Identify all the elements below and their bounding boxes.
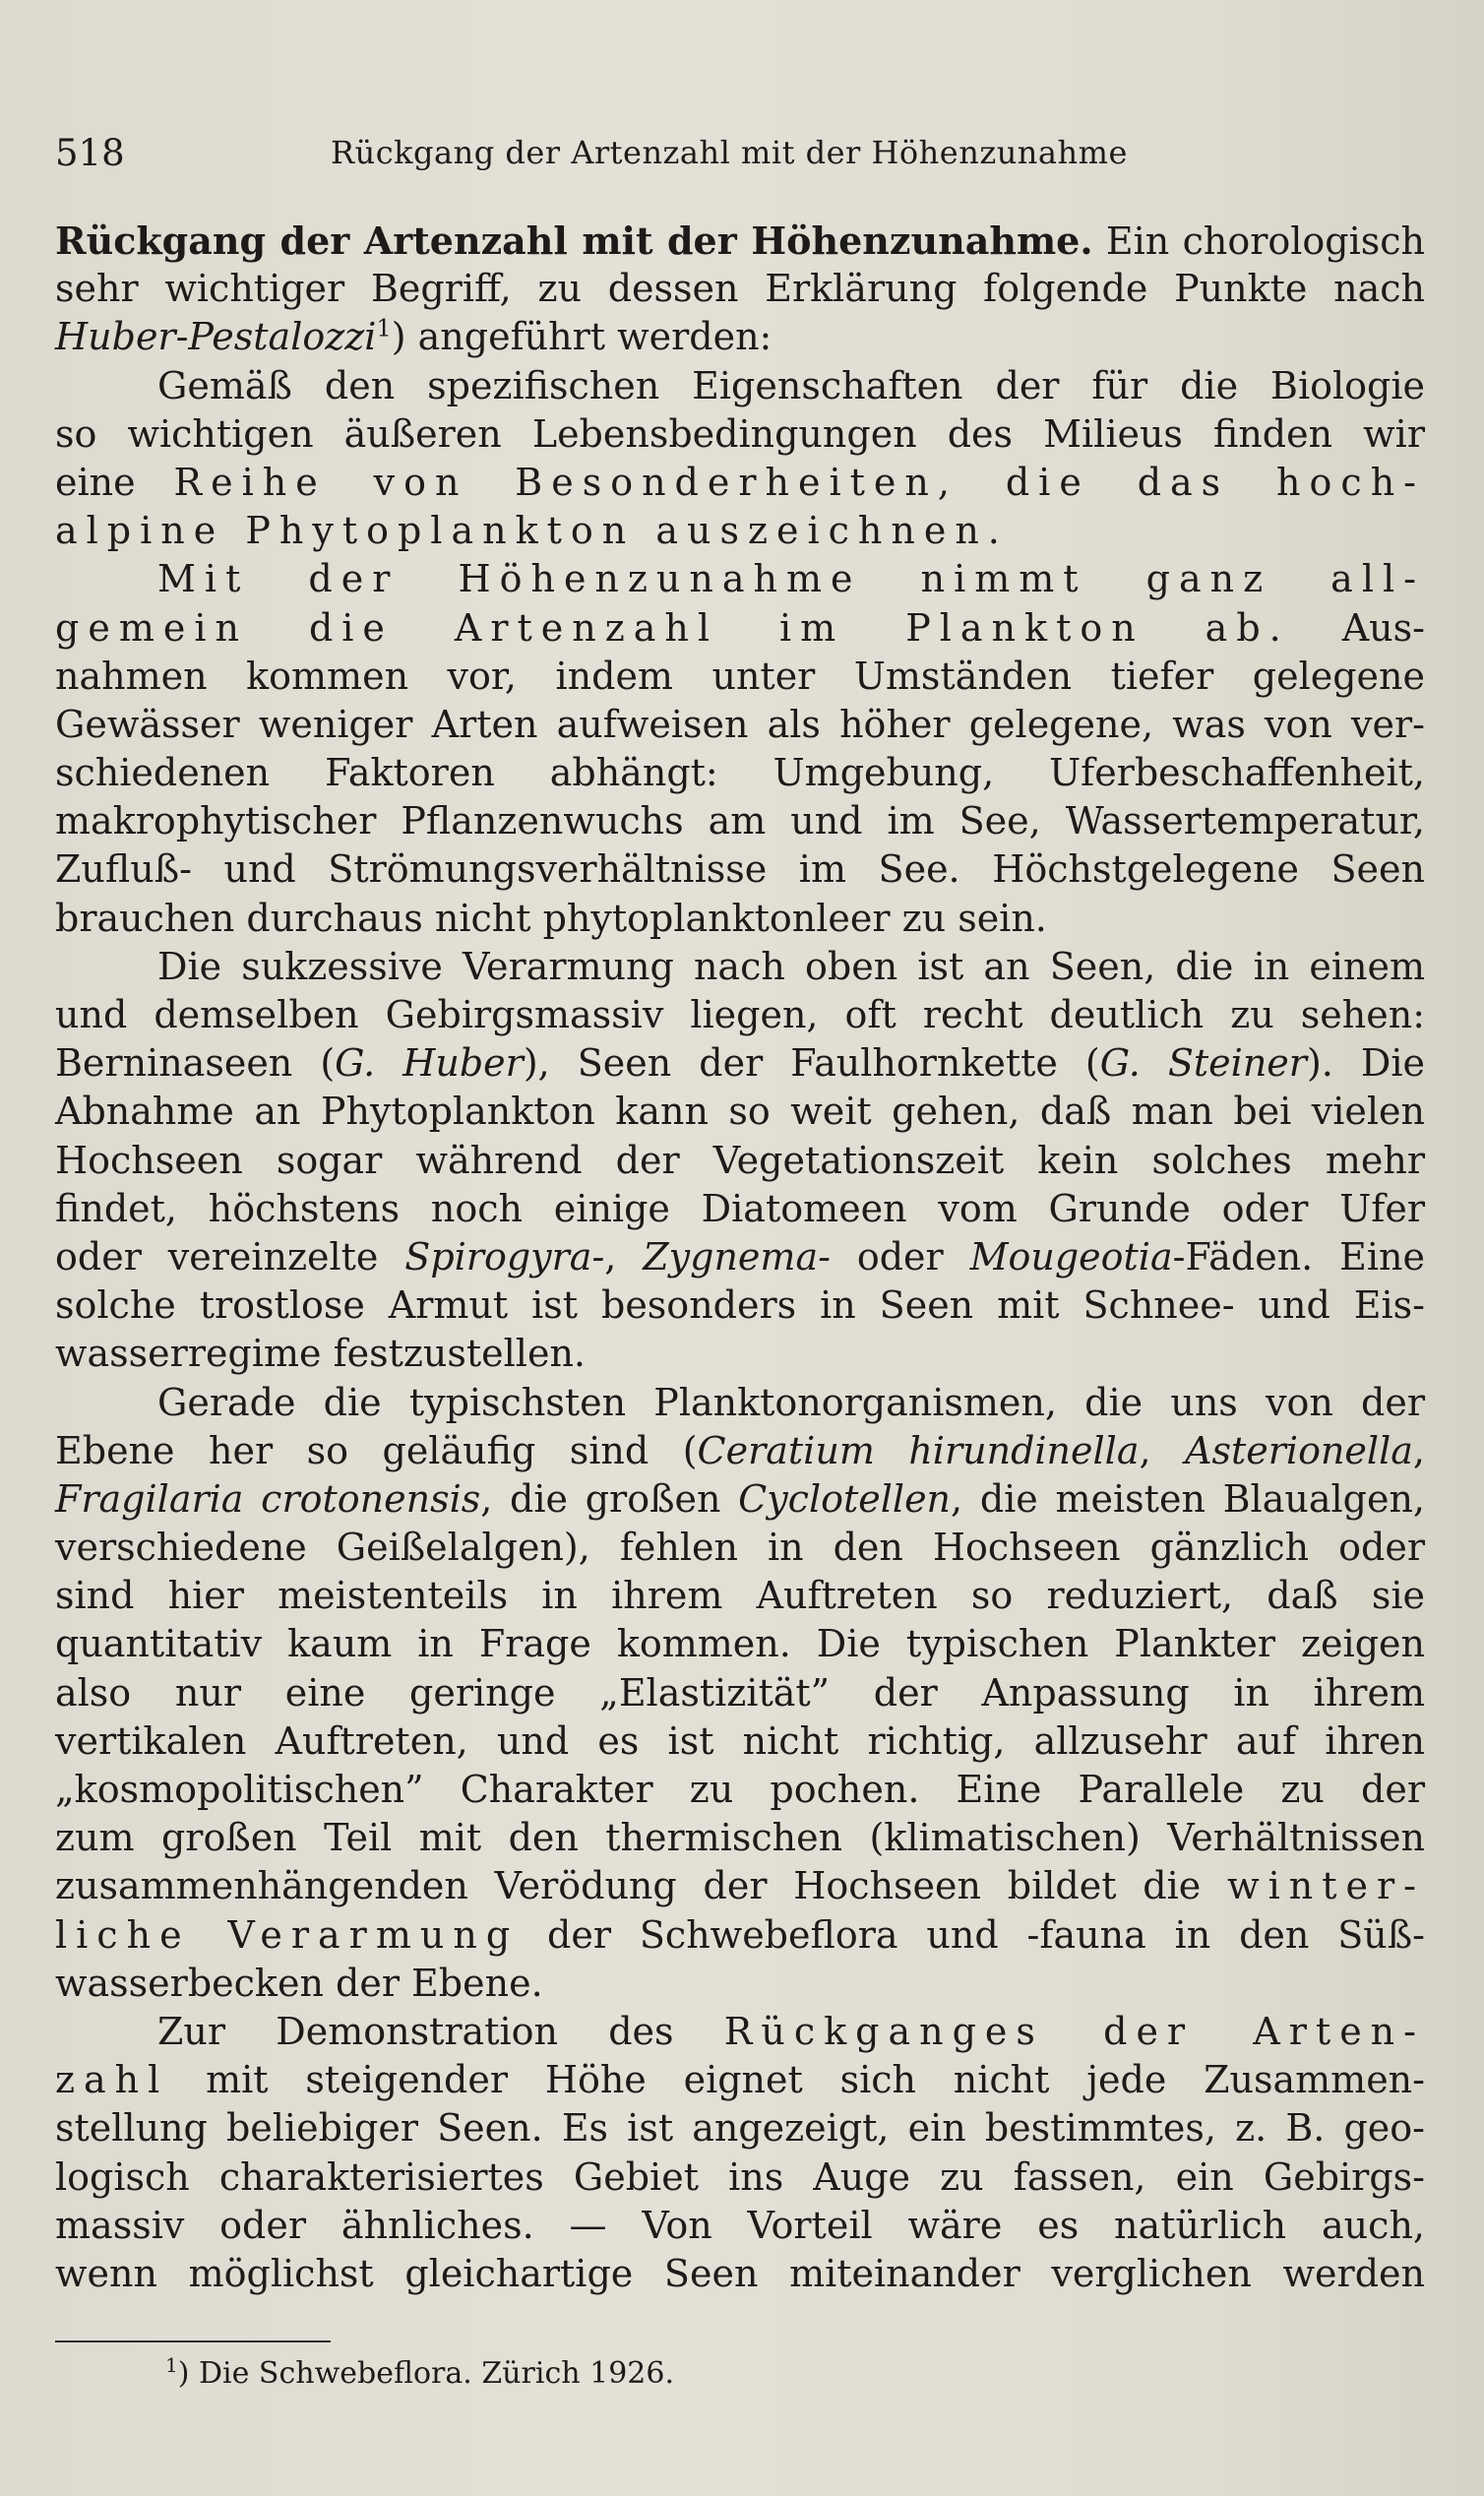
text-line	[55, 749, 1425, 797]
text-line	[55, 507, 1425, 555]
text-run: , die großen	[480, 1476, 739, 1521]
text-run: verschiedene Geißelalgen), fehlen in den Hochseen gänzlich oder	[55, 1526, 1425, 1570]
italic-term: Mougeotia	[969, 1234, 1173, 1279]
text-run: vertikalen Auftreten, und es ist nicht richtig, allzusehr auf ihren	[55, 1718, 1425, 1763]
italic-term: G. Huber	[335, 1041, 524, 1086]
text-line	[55, 1669, 1425, 1717]
text-line	[55, 1960, 1425, 2008]
text-run: makrophytischer Pflanzenwuchs am und im See, Wassertemperatur,	[55, 799, 1425, 843]
body-text	[55, 217, 1425, 2298]
text-line	[55, 2056, 1425, 2104]
text-line	[55, 362, 1425, 410]
text-run: findet, höchstens noch einige Diatomeen vom Grunde oder Ufer	[55, 1186, 1425, 1230]
paragraph	[55, 2008, 1425, 2298]
text-line	[55, 943, 1425, 991]
text-run: eine	[55, 460, 174, 504]
text-run: also nur eine geringe „Elastizität” der Anpassung in ihrem	[55, 1670, 1425, 1715]
text-line	[55, 604, 1425, 653]
footnote-text: ) Die Schwebeflora. Zürich 1926.	[177, 2356, 674, 2391]
text-run: Die sukzessive Verarmung nach oben ist an Seen, die in einem	[157, 944, 1425, 988]
text-line	[55, 845, 1425, 894]
text-line	[55, 1088, 1425, 1136]
italic-term: Ceratium hirundinella	[697, 1428, 1140, 1472]
text-run: oder vereinzelte	[55, 1234, 405, 1279]
text-run: so wichtigen äußeren Lebensbedingungen des Milieus finden wir	[55, 411, 1425, 456]
text-run: Gerade die typischsten Planktonorganismen, die uns von der	[157, 1380, 1425, 1424]
paragraph	[55, 943, 1425, 1379]
text-line	[55, 1524, 1425, 1572]
spaced-emphasis: zahl	[55, 2058, 169, 2102]
text-line	[55, 1766, 1425, 1814]
spaced-emphasis: Mit der Höhenzunahme nimmt ganz all-	[157, 557, 1425, 601]
text-run: Gewässer weniger Arten aufweisen als höher gelegene, was von ver-	[55, 702, 1425, 746]
text-run: schiedenen Faktoren abhängt: Umgebung, Uferbeschaffenheit,	[55, 751, 1425, 795]
text-run: ,	[1412, 1428, 1425, 1472]
text-run: Aus-	[1289, 605, 1425, 650]
spaced-emphasis: liche Verarmung	[55, 1912, 520, 1957]
text-run: nahmen kommen vor, indem unter Umständen tiefer gelegene	[55, 654, 1425, 698]
text-run: wenn möglichst gleichartige Seen miteinander verglichen werden	[55, 2251, 1425, 2295]
text-run: Ebene her so geläufig sind (	[55, 1428, 698, 1472]
page-header	[55, 132, 1423, 191]
italic-term: Cyclotellen	[738, 1476, 952, 1521]
text-line	[55, 797, 1425, 845]
text-line	[55, 2153, 1425, 2202]
paragraph	[55, 555, 1425, 943]
italic-term: Huber-Pestalozzi	[55, 315, 377, 359]
text-run: ). Die	[1306, 1041, 1425, 1086]
text-line	[55, 1814, 1425, 1862]
section-heading: Rückgang der Artenzahl mit der Höhenzunahme.	[55, 218, 1093, 263]
text-run: wasserregime festzustellen.	[55, 1332, 586, 1376]
spaced-emphasis: Reihe von Besonderheiten, die das hoch-	[173, 460, 1426, 504]
text-run: oder	[830, 1234, 970, 1279]
text-run: solche trostlose Armut ist besonders in Seen mit Schnee- und Eis-	[55, 1283, 1425, 1328]
footnote-marker: 1	[165, 2353, 178, 2377]
text-line	[55, 555, 1425, 603]
text-line	[55, 1137, 1425, 1185]
text-line	[55, 2250, 1425, 2298]
text-line	[55, 265, 1425, 313]
text-run: zum großen Teil mit den thermischen (klimatischen) Verhältnissen	[55, 1816, 1425, 1860]
footnote	[165, 2353, 674, 2391]
text-run: Gemäß den spezifischen Eigenschaften der für die Biologie	[157, 363, 1425, 407]
text-run: der Schwebeflora und -fauna in den Süß-	[519, 1912, 1425, 1957]
text-line	[55, 2008, 1425, 2056]
text-line	[55, 1911, 1425, 1960]
text-line	[55, 1281, 1425, 1330]
paragraph	[55, 362, 1425, 556]
text-run: Berninaseen (	[55, 1041, 336, 1086]
paragraph	[55, 1379, 1425, 2008]
text-run: Hochseen sogar während der Vegetationszeit kein solches mehr	[55, 1138, 1425, 1182]
text-line	[55, 217, 1425, 265]
italic-term: Spirogyra-	[404, 1234, 605, 1279]
text-run: Ein chorologisch	[1092, 219, 1426, 263]
text-run: wasserbecken der Ebene.	[55, 1961, 543, 2005]
text-run: ,	[1139, 1428, 1186, 1472]
text-line	[55, 410, 1425, 459]
text-line	[55, 991, 1425, 1039]
text-run: Zur Demonstration des	[157, 2009, 724, 2053]
text-run: stellung beliebiger Seen. Es ist angezeigt, ein bestimmtes, z. B. geo-	[55, 2106, 1425, 2151]
text-line	[55, 701, 1425, 749]
text-line	[55, 895, 1425, 943]
text-line	[55, 1185, 1425, 1233]
text-line	[55, 1717, 1425, 1766]
text-line	[55, 1620, 1425, 1668]
running-head: Rückgang der Artenzahl mit der Höhenzunahme	[331, 134, 1128, 171]
text-run: massiv oder ähnliches. — Von Vorteil wäre es natürlich auch,	[55, 2203, 1425, 2247]
text-line	[55, 2104, 1425, 2153]
text-line	[55, 313, 1425, 361]
spaced-emphasis: Rückganges der Arten-	[723, 2009, 1425, 2053]
text-run: , die meisten Blaualgen,	[951, 1476, 1426, 1521]
spaced-emphasis: gemein die Artenzahl im Plankton ab.	[55, 605, 1290, 650]
text-line	[55, 459, 1425, 507]
text-line	[55, 1039, 1425, 1088]
footnote-rule	[55, 2340, 331, 2342]
italic-term: Fragilaria crotonensis	[55, 1476, 481, 1521]
text-run: mit steigender Höhe eignet sich nicht jede Zusammen-	[168, 2058, 1425, 2102]
text-line	[55, 1427, 1425, 1475]
text-run: zusammenhängenden Verödung der Hochseen bildet die	[55, 1864, 1228, 1908]
spaced-emphasis: alpine Phytoplankton auszeichnen.	[55, 509, 1009, 553]
text-run: logisch charakterisiertes Gebiet ins Auge zu fassen, ein Gebirgs-	[55, 2154, 1425, 2199]
text-run: ), Seen der Faulhornkette (	[523, 1041, 1100, 1086]
footnote-reference: 1	[376, 314, 392, 343]
italic-term: Asterionella	[1185, 1428, 1413, 1472]
spaced-emphasis: winter-	[1227, 1864, 1425, 1908]
text-run: Zufluß- und Strömungsverhältnisse im See. Höchstgelegene Seen	[55, 847, 1425, 892]
text-run: sehr wichtiger Begriff, zu dessen Erklärung folgende Punkte nach	[55, 267, 1425, 311]
text-line	[55, 1862, 1425, 1910]
text-line	[55, 1330, 1425, 1378]
text-run: brauchen durchaus nicht phytoplanktonleer zu sein.	[55, 896, 1047, 940]
text-line	[55, 1475, 1425, 1524]
text-run: „kosmopolitischen” Charakter zu pochen. Eine Parallele zu der	[55, 1768, 1425, 1811]
text-run: sind hier meistenteils in ihrem Auftreten so reduziert, daß sie	[55, 1574, 1425, 1618]
text-line	[55, 1572, 1425, 1620]
text-line	[55, 653, 1425, 701]
text-line	[55, 1379, 1425, 1427]
text-run: ) angeführt werden:	[391, 315, 773, 359]
text-line	[55, 2202, 1425, 2250]
text-line	[55, 1233, 1425, 1281]
text-run: und demselben Gebirgsmassiv liegen, oft recht deutlich zu sehen:	[55, 993, 1425, 1036]
italic-term: G. Steiner	[1099, 1041, 1307, 1086]
paragraph	[55, 217, 1425, 362]
text-run: -Fäden. Eine	[1172, 1234, 1425, 1279]
text-run: Abnahme an Phytoplankton kann so weit gehen, daß man bei vielen	[55, 1090, 1425, 1134]
italic-term: Zygnema-	[643, 1234, 831, 1279]
text-run: quantitativ kaum in Frage kommen. Die typischen Plankter zeigen	[55, 1622, 1425, 1666]
text-run: ,	[604, 1234, 644, 1279]
page-number: 518	[55, 132, 125, 174]
